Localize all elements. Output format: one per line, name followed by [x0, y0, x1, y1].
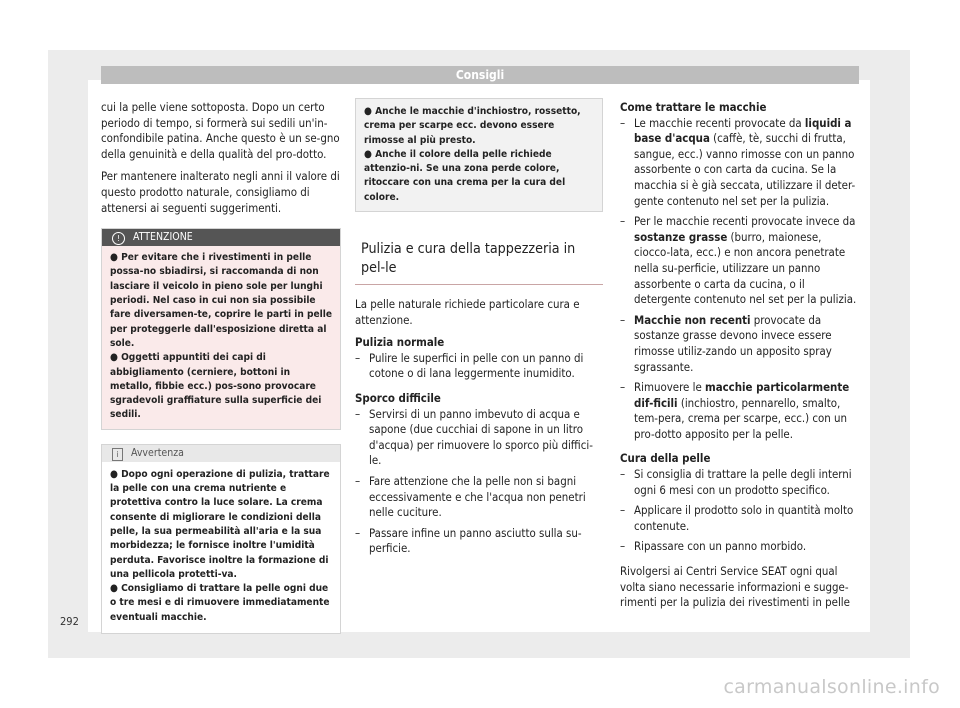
column-1	[101, 100, 341, 634]
note-body	[102, 462, 340, 633]
emphasis: sostanze grasse	[634, 229, 728, 244]
list-item: – Le macchie recenti provocate da liquidi a base d'acqua (caffè, tè, succhi di frutta, sangue, ecc.) vanno rimosse con un panno assorbente o con carta da cucina. Se la macchia si è già seccata, utilizzare il deter-gente contenuto nel set per la pulizia.	[620, 115, 856, 208]
paragraph: Per mantenere inalterato negli anni il valore di questo prodotto naturale, consigliamo di attenersi ai seguenti suggerimenti.	[101, 169, 340, 215]
paragraph: cui la pelle viene sottoposta. Dopo un certo periodo di tempo, si formerà sui sedili un'in-confondibile patina. Anche questo è un se-gno della genuinità e della qualità del pro-dotto.	[101, 100, 340, 161]
paragraph: Rivolgersi ai Centri Service SEAT ogni qual volta siano necessarie informazioni e sugge-rimenti per la pulizia dei rivestimenti in pelle	[620, 564, 850, 610]
list-item: – Ripassare con un panno morbido.	[620, 539, 807, 554]
box-bullet-text: Anche il colore della pelle richiede attenzio-ni. Se una zona perde colore, ritoccare con una crema per la cura del colore.	[364, 148, 566, 203]
list-item: – Pulire le superfici in pelle con un panno di cotone o di lana leggermente inumidito.	[355, 350, 584, 381]
subheading: Pulizia normale	[355, 335, 445, 350]
watermark: carmanualsonline.info	[723, 676, 940, 698]
section-title: Pulizia e cura della tappezzeria in pel-le	[361, 241, 576, 277]
list-item-text: Servirsi di un panno imbevuto di acqua e sapone (due cucchiai di sapone in un litro d'acqua) per rimuovere lo sporco più diffici-le.	[369, 406, 593, 468]
list-item: – Per le macchie recenti provocate invece da sostanze grasse (burro, maionese, ciocco-lata, ecc.) e non ancora penetrate nella su-perficie, utilizzare un panno assorbente o carta da cucina, o il detergente contenuto nel set per la pulizia.	[620, 214, 857, 307]
warning-bullet-text: Oggetti appuntiti dei capi di abbigliamento (cerniere, bottoni in metallo, fibbie ecc.) pos-sono provocare sgradevoli graffiature sulla superficie dei sedili.	[110, 352, 322, 421]
note-bullet: ● Consigliamo di trattare la pelle ogni due o tre mesi e di rimuovere immediatamente eventuali macchie.	[110, 583, 330, 623]
section-divider	[355, 284, 603, 285]
warning-bullet-text: Per evitare che i rivestimenti in pelle possa-no sbiadirsi, si raccomanda di non lasciare il veicolo in pieno sole per lunghi periodi. Nel caso in cui non sia possibile fare diversamen-te, coprire le parti in pelle per proteggerle dall'esposizione diretta al sole.	[110, 252, 332, 349]
subheading: Sporco difficile	[355, 391, 441, 406]
list-item: – Rimuovere le macchie particolarmente dif-ficili (inchiostro, pennarello, smalto, tem-pera, crema per scarpe, ecc.) con un pro-dotto apposito per la pelle.	[620, 380, 850, 441]
note-title: Avvertenza	[131, 446, 184, 459]
emphasis: macchie particolarmente dif-ficili	[634, 380, 850, 410]
note-box	[101, 444, 341, 634]
warning-bullet: ● Per evitare che i rivestimenti in pelle possa-no sbiadirsi, si raccomanda di non lasciare il veicolo in pieno sole per lunghi periodi. Nel caso in cui non sia possibile fare diversamen-te, coprire le parti in pelle per proteggerle dall'esposizione diretta al sole.	[110, 252, 332, 349]
note-bullet-text: Consigliamo di trattare la pelle ogni due o tre mesi e di rimuovere immediatamente eventuali macchie.	[110, 583, 330, 623]
list-item: – Fare attenzione che la pelle non si bagni eccessivamente e che l'acqua non penetri nelle cuciture.	[355, 474, 586, 520]
subheading: Come trattare le macchie	[620, 100, 767, 114]
note-bullet: ● Dopo ogni operazione di pulizia, trattare la pelle con una crema nutriente e protettiva contro la luce solare. La crema consente di migliorare le condizioni della pelle, la sua permeabilità all'aria e la sua morbidezza; le fornisce inoltre l'umidità perduta. Favorisce inoltre la formazione di una pellicola protetti-va.	[110, 468, 330, 580]
list-item: – Macchie non recenti provocate da sostanze grasse devono invece essere rimosse utiliz-zando un apposito spray sgrassante.	[620, 312, 832, 374]
box-bullet-text: Anche le macchie d'inchiostro, rossetto, crema per scarpe ecc. devono essere rimosse al più presto.	[364, 106, 581, 146]
list-item: – Si consiglia di trattare la pelle degli interni ogni 6 mesi con un prodotto specifico.	[620, 467, 852, 497]
warning-header	[102, 229, 340, 246]
list-item-text: (inchiostro, pennarello, smalto, tem-pera, crema per scarpe, ecc.) con un pro-dotto apposito per la pelle.	[634, 395, 848, 441]
column-3	[620, 100, 860, 618]
subheading: Cura della pelle	[620, 451, 711, 466]
warning-title: ATTENZIONE	[133, 231, 193, 244]
list-item-text: Pulire le superfici in pelle con un panno di cotone o di lana leggermente inumidito.	[369, 350, 584, 381]
list-item-text: Applicare il prodotto solo in quantità molto contenute.	[634, 503, 854, 533]
list-item-text: (caffè, tè, succhi di frutta, sangue, ecc.) vanno rimosse con un panno assorbente o con carta da cucina. Se la macchia si è già seccata, utilizzare il deter-gente contenuto nel set per la pulizia.	[634, 131, 856, 208]
emphasis: Macchie non recenti	[634, 312, 751, 327]
emphasis: liquidi a base d'acqua	[634, 115, 852, 146]
column-2	[355, 98, 603, 562]
list-item-text: provocate da sostanze grasse devono invece essere rimosse utiliz-zando un apposito spray sgrassante.	[634, 312, 832, 374]
warning-circle-icon: !	[112, 232, 125, 245]
list-item-text: Per le macchie recenti provocate invece da	[634, 214, 856, 229]
box-bullet: ● Anche le macchie d'inchiostro, rossetto, crema per scarpe ecc. devono essere rimosse al più presto.	[364, 106, 581, 146]
list-item-text: Rimuovere le	[634, 380, 706, 395]
list-item-text: Le macchie recenti provocate da	[634, 115, 805, 130]
note-bullet-text: Dopo ogni operazione di pulizia, trattare la pelle con una crema nutriente e protettiva contro la luce solare. La crema consente di migliorare le condizioni della pelle, la sua permeabilità all'aria e la sua morbidezza; le fornisce inoltre l'umidità perduta. Favorisce inoltre la formazione di una pellicola protetti-va.	[110, 468, 330, 580]
warning-box	[101, 228, 341, 430]
list-item-text: Fare attenzione che la pelle non si bagni eccessivamente e che l'acqua non penetri nelle cuciture.	[369, 474, 586, 520]
info-icon: i	[112, 448, 123, 461]
page-number: 292	[60, 615, 79, 628]
list-item-text: Passare infine un panno asciutto sulla su-perficie.	[369, 525, 582, 556]
list-item-text: Ripassare con un panno morbido.	[634, 539, 807, 554]
page-header: Consigli	[101, 66, 859, 84]
warning-bullet: ● Oggetti appuntiti dei capi di abbigliamento (cerniere, bottoni in metallo, fibbie ecc.) pos-sono provocare sgradevoli graffiature sulla superficie dei sedili.	[110, 352, 322, 421]
note-header	[102, 445, 340, 462]
warning-body	[102, 246, 340, 429]
paragraph: La pelle naturale richiede particolare cura e attenzione.	[355, 297, 580, 327]
box-bullet: ● Anche il colore della pelle richiede attenzio-ni. Se una zona perde colore, ritoccare con una crema per la cura del colore.	[364, 148, 566, 203]
list-item: – Passare infine un panno asciutto sulla su-perficie.	[355, 525, 582, 556]
list-item: – Servirsi di un panno imbevuto di acqua e sapone (due cucchiai di sapone in un litro d'acqua) per rimuovere lo sporco più diffici-le.	[355, 406, 593, 468]
continued-warning-box	[355, 98, 603, 212]
list-item-text: Si consiglia di trattare la pelle degli interni ogni 6 mesi con un prodotto specifico.	[634, 467, 852, 497]
list-item-text: (burro, maionese, ciocco-lata, ecc.) e non ancora penetrate nella su-perficie, utilizzare un panno assorbente o carta da cucina, o il detergente contenuto nel set per la pulizia.	[634, 229, 857, 307]
list-item: – Applicare il prodotto solo in quantità molto contenute.	[620, 503, 854, 533]
